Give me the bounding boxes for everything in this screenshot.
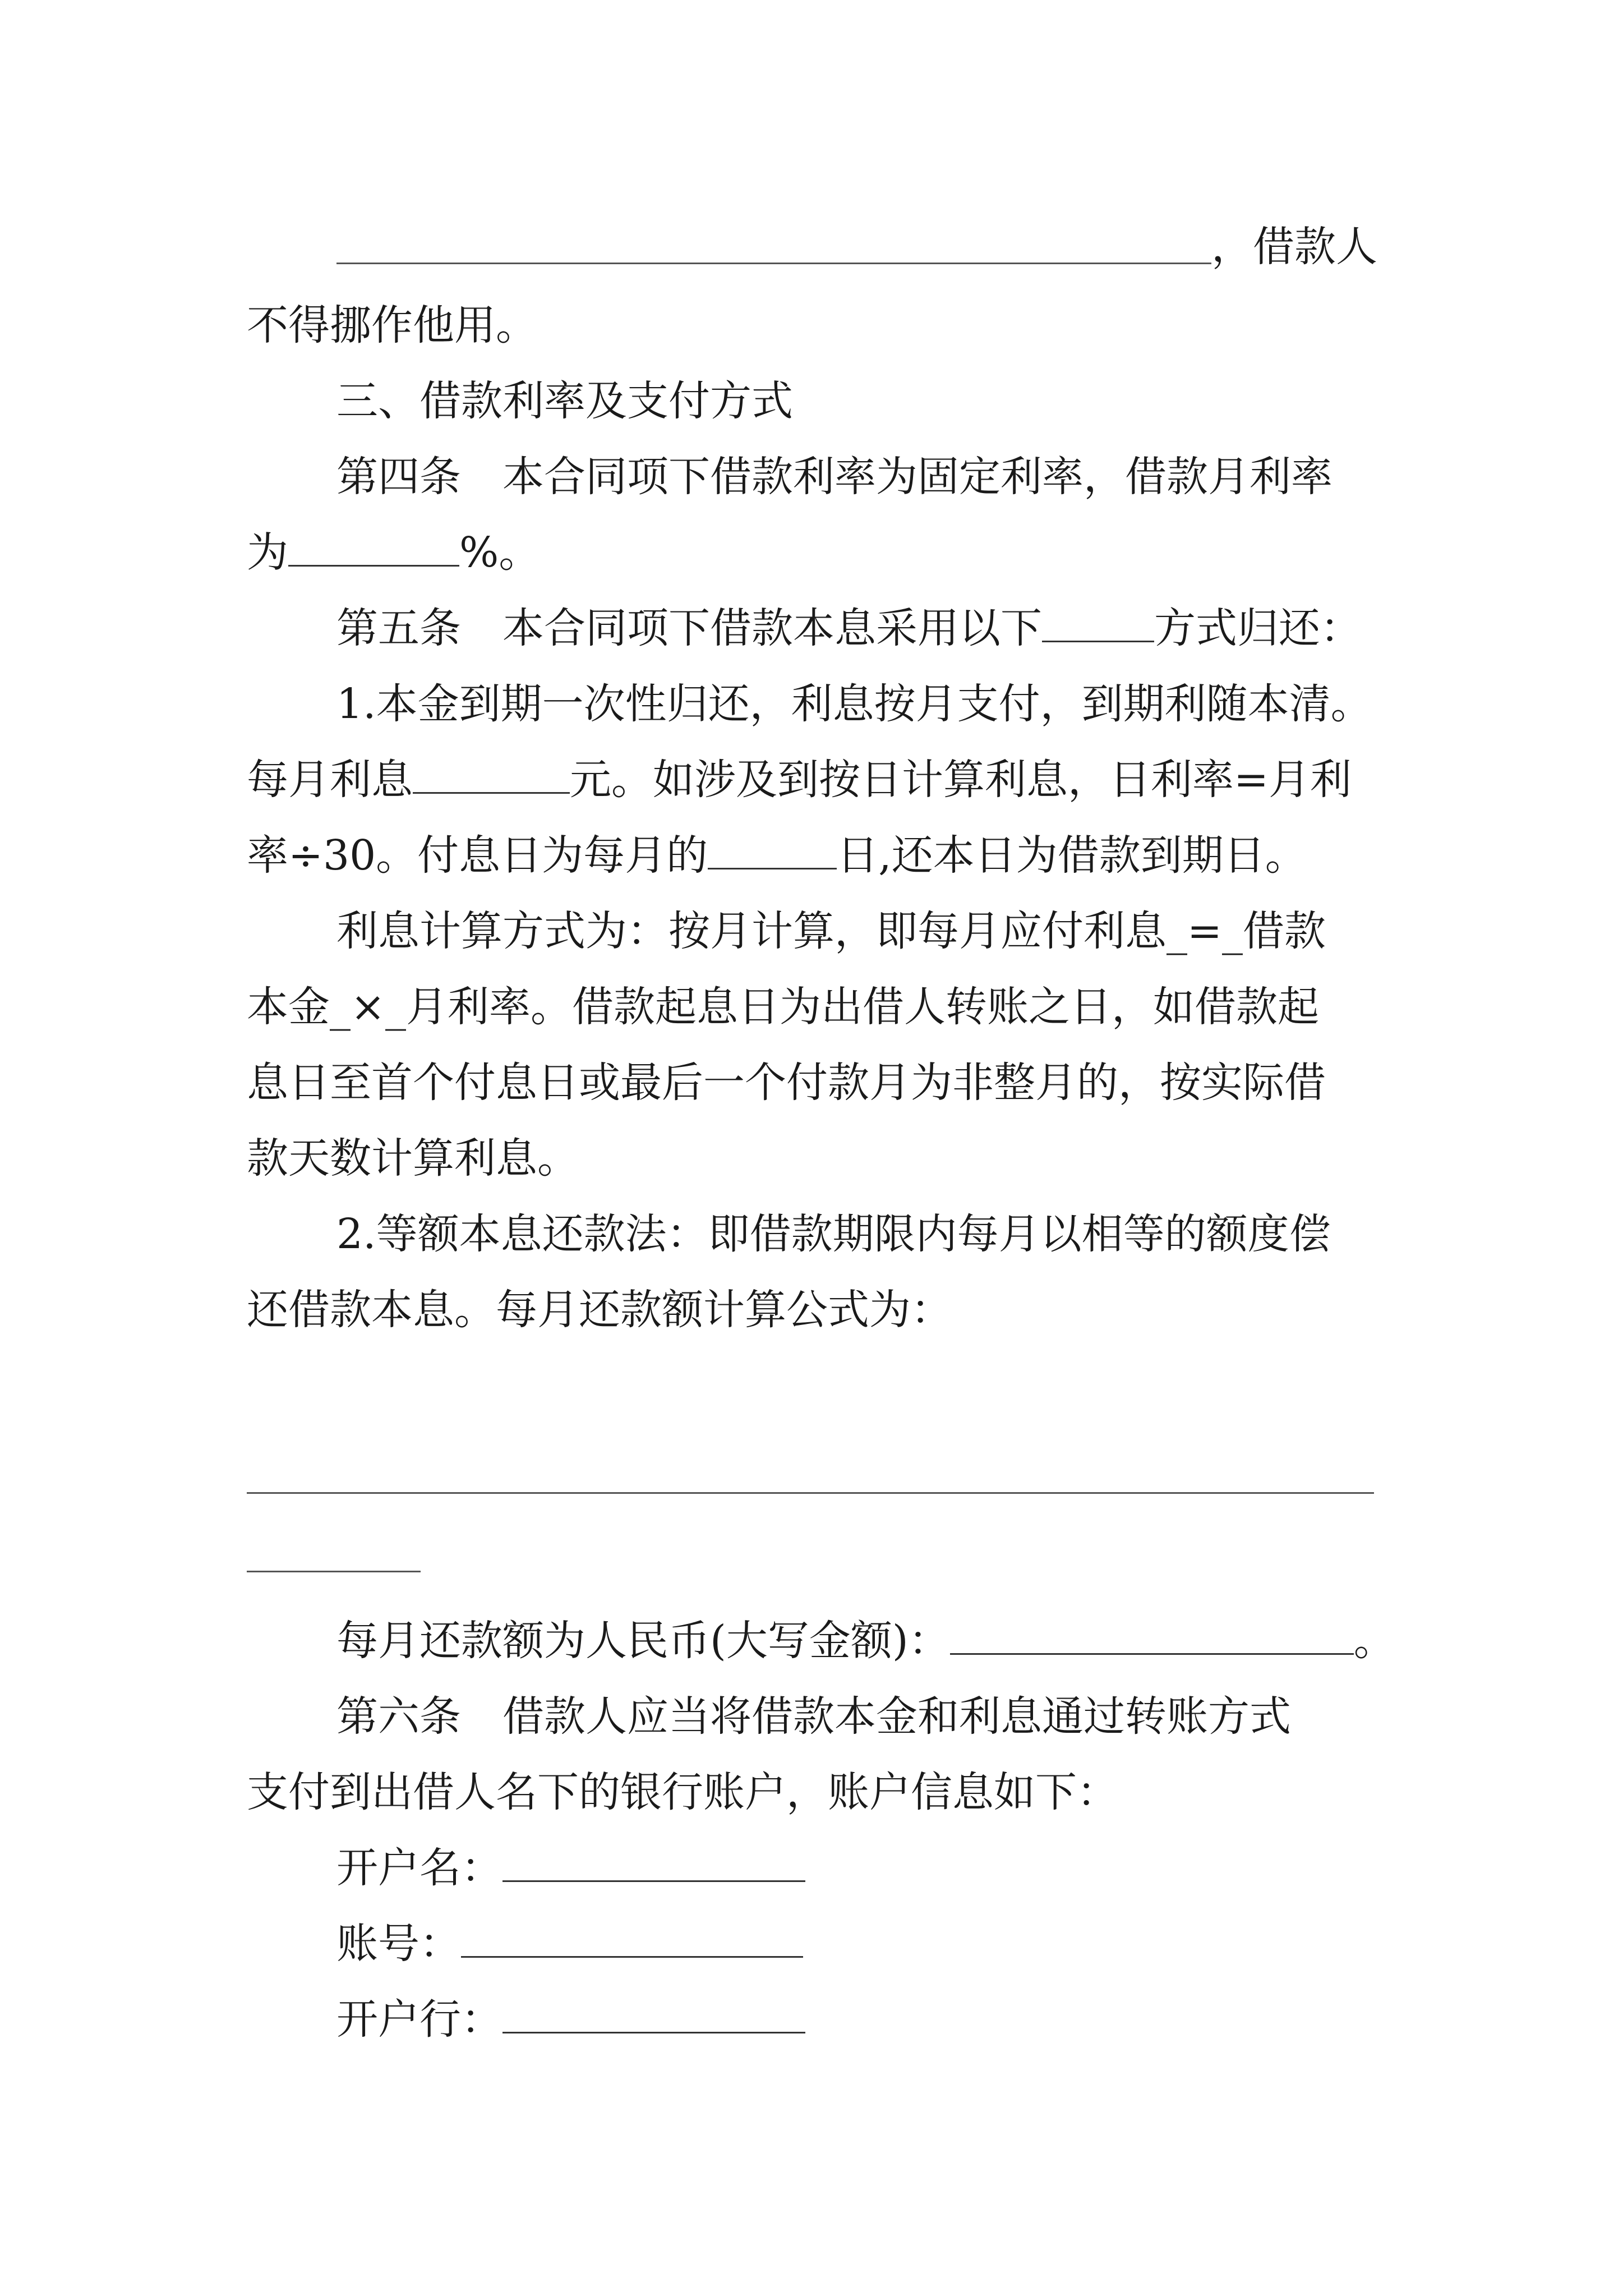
- account-number-label: 账号：: [336, 1920, 461, 1968]
- interest-line-b: 本金_×_月利率。借款起息日为出借人转账之日，如借款起: [247, 983, 1320, 1031]
- option-1-b-post: 元。如涉及到按日计算利息，日利率=月利: [570, 756, 1352, 804]
- interest-line-c: 息日至首个付息日或最后一个付款月为非整月的，按实际借: [247, 1059, 1326, 1107]
- option-2-line-a: 2.等额本息还款法：即借款期限内每月以相等的额度偿: [336, 1210, 1331, 1258]
- bank-blank: [502, 1993, 805, 2033]
- option-1-line-b: [247, 752, 1352, 808]
- article-4-pre: 为: [247, 528, 288, 577]
- article-5-pre: 第五条 本合同项下借款本息采用以下: [336, 604, 1042, 652]
- repayment-method-blank: [1042, 601, 1154, 642]
- article-5-post: 方式归还：: [1154, 604, 1362, 652]
- article-4-post: %。: [459, 528, 541, 577]
- account-name-label: 开户名：: [336, 1844, 502, 1892]
- interest-line-d: 款天数计算利息。: [247, 1134, 579, 1182]
- monthly-payment-amount-blank: [950, 1614, 1354, 1655]
- bank-label: 开户行：: [336, 1995, 502, 2044]
- option-1-c-post: 日,还本日为借款到期日。: [837, 831, 1307, 880]
- account-number-line: [336, 1916, 803, 1972]
- line-2: 不得挪作他用。: [247, 301, 537, 349]
- interest-day-blank: [708, 829, 837, 869]
- article-6-line-b: 支付到出借人名下的银行账户，账户信息如下：: [247, 1768, 1118, 1816]
- monthly-payment-line: [336, 1613, 1395, 1669]
- monthly-interest-blank: [413, 753, 570, 794]
- option-1-b-pre: 每月利息: [247, 756, 413, 804]
- interest-line-a: 利息计算方式为：按月计算，即每月应付利息_=_借款: [336, 907, 1326, 955]
- option-1-line-c: [247, 827, 1307, 884]
- article-4-line-a: 第四条 本合同项下借款利率为固定利率，借款月利率: [336, 453, 1332, 501]
- formula-blank-line-2: [247, 1571, 421, 1572]
- account-name-line: [336, 1840, 805, 1896]
- article-4-line-b: [247, 524, 540, 581]
- option-1-line-a: 1.本金到期一次性归还，利息按月支付，到期利随本清。: [336, 680, 1372, 728]
- option-2-line-b: 还借款本息。每月还款额计算公式为：: [247, 1286, 952, 1334]
- monthly-rate-blank: [288, 526, 459, 567]
- option-1-c-pre: 率÷30。付息日为每月的: [247, 831, 708, 880]
- account-number-blank: [461, 1917, 803, 1958]
- section-3-heading: 三、借款利率及支付方式: [336, 377, 793, 425]
- account-name-blank: [502, 1841, 805, 1882]
- bank-line: [336, 1991, 805, 2047]
- monthly-payment-pre: 每月还款额为人民币(大写金额)：: [336, 1617, 950, 1665]
- purpose-blank-line: [336, 263, 1211, 264]
- monthly-payment-post: 。: [1353, 1617, 1395, 1665]
- formula-blank-line-1: [247, 1492, 1374, 1494]
- article-6-line-a: 第六条 借款人应当将借款本金和利息通过转账方式: [336, 1692, 1291, 1741]
- line-1-tail: ，借款人: [1211, 223, 1377, 271]
- article-5-line: [336, 600, 1362, 656]
